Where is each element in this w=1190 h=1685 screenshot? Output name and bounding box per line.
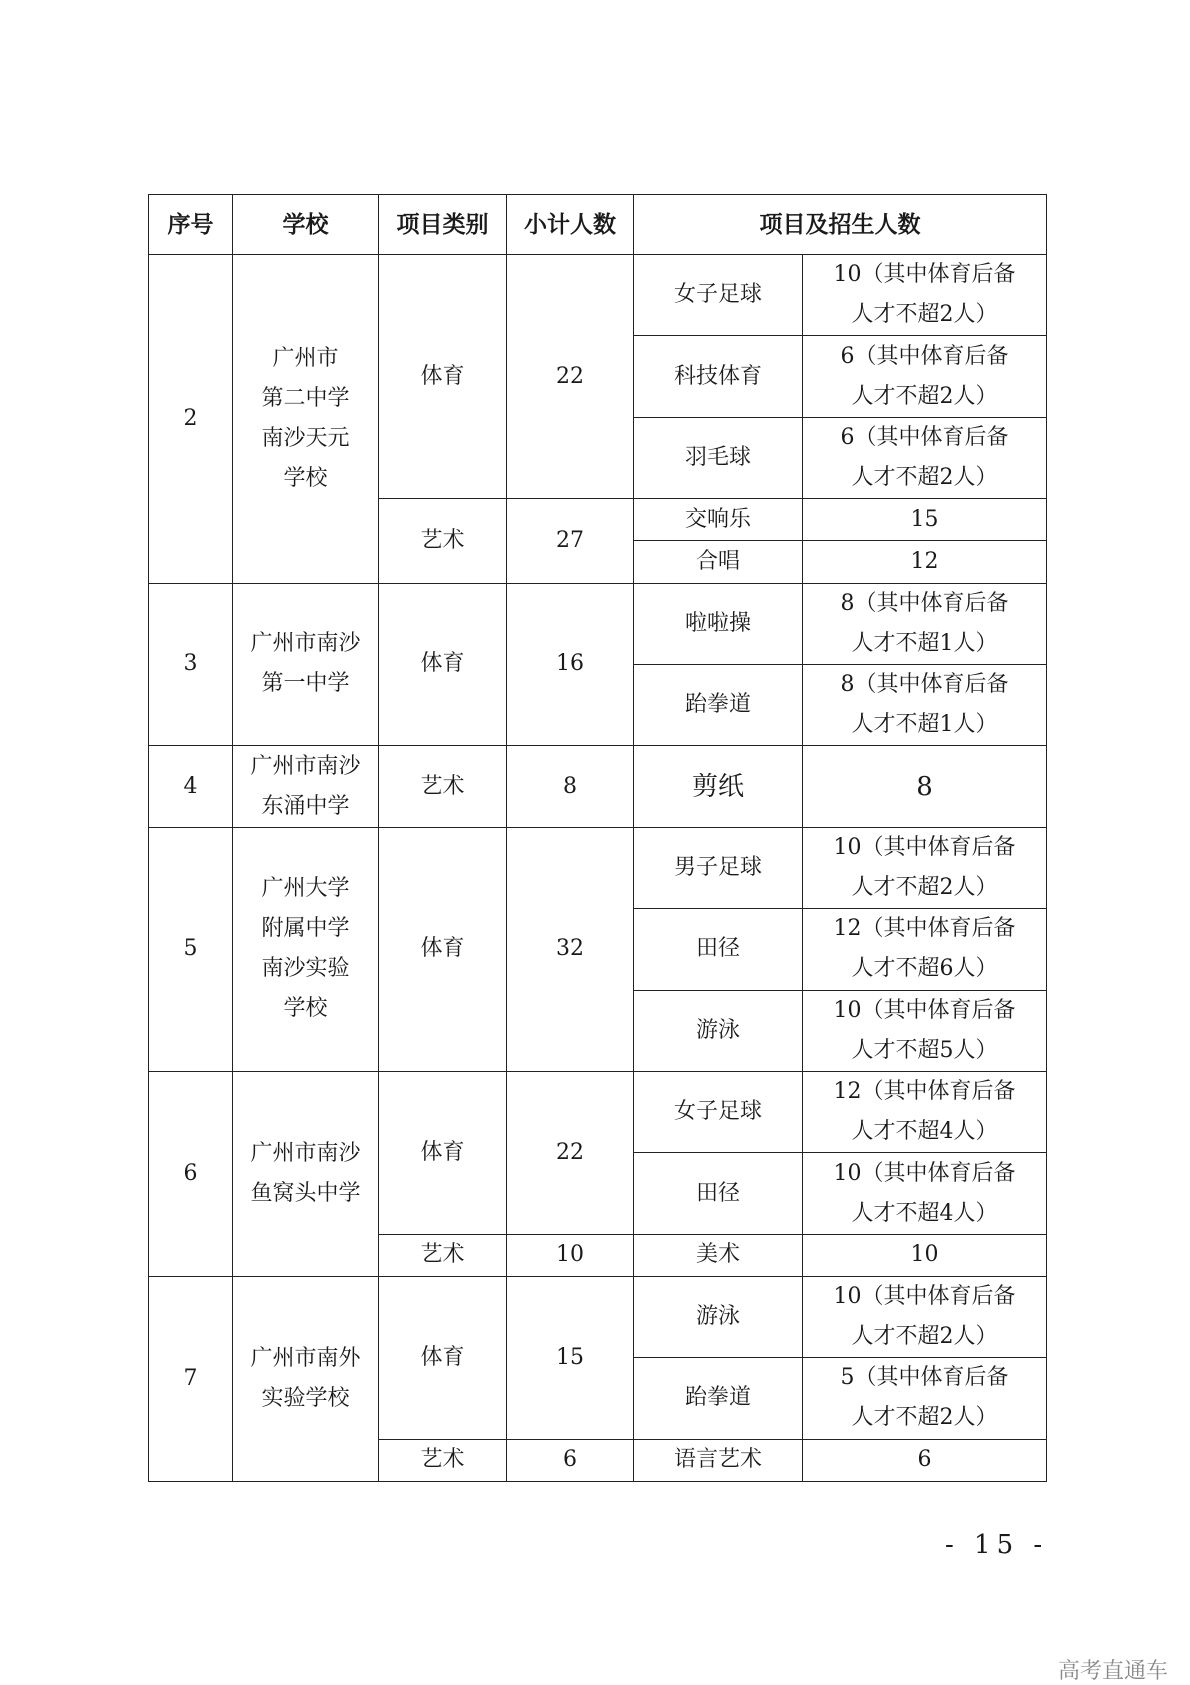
quota-line: 人才不超1人） [851, 712, 998, 738]
cell-school [233, 583, 379, 746]
quota-line: 10（其中体育后备 [833, 834, 1016, 860]
cell-no: 5 [149, 827, 233, 1071]
quota-line: 人才不超6人） [851, 956, 998, 982]
cell-subtotal: 32 [507, 827, 634, 1071]
cell-quota [803, 1439, 1047, 1481]
cell-no: 4 [149, 746, 233, 827]
school-name-line: 广州市南沙 [250, 631, 361, 657]
cell-quota [803, 499, 1047, 541]
cell-category: 体育 [379, 583, 507, 746]
cell-project: 科技体育 [634, 336, 803, 417]
header-category: 项目类别 [379, 195, 507, 255]
header-subtotal: 小计人数 [507, 195, 634, 255]
school-name-line: 学校 [283, 996, 328, 1022]
cell-quota [803, 1358, 1047, 1439]
cell-no: 6 [149, 1071, 233, 1276]
cell-school [233, 255, 379, 584]
cell-category: 艺术 [379, 1234, 507, 1276]
cell-project: 跆拳道 [634, 1358, 803, 1439]
cell-quota [803, 827, 1047, 908]
cell-school [233, 746, 379, 827]
cell-project: 游泳 [634, 990, 803, 1071]
cell-project: 田径 [634, 909, 803, 990]
cell-project: 交响乐 [634, 499, 803, 541]
cell-project: 羽毛球 [634, 417, 803, 498]
page-number: - 15 - [945, 1530, 1049, 1560]
header-school: 学校 [233, 195, 379, 255]
cell-project: 剪纸 [634, 746, 803, 827]
cell-project: 语言艺术 [634, 1439, 803, 1481]
quota-line: 8 [916, 771, 933, 802]
school-name-line: 附属中学 [261, 916, 350, 942]
cell-project: 啦啦操 [634, 583, 803, 664]
cell-category: 体育 [379, 255, 507, 499]
quota-line: 12 [910, 548, 939, 574]
cell-project: 田径 [634, 1153, 803, 1234]
school-name-line: 南沙实验 [261, 956, 350, 982]
cell-category: 艺术 [379, 746, 507, 827]
table-row [149, 1071, 1047, 1152]
quota-line: 人才不超4人） [851, 1200, 998, 1226]
cell-project: 女子足球 [634, 255, 803, 336]
quota-line: 人才不超2人） [851, 383, 998, 409]
quota-line: 5（其中体育后备 [840, 1365, 1009, 1391]
cell-category: 体育 [379, 1276, 507, 1439]
table-row [149, 1276, 1047, 1357]
cell-quota [803, 1234, 1047, 1276]
cell-project: 合唱 [634, 541, 803, 583]
cell-subtotal: 8 [507, 746, 634, 827]
cell-no: 2 [149, 255, 233, 584]
school-name-line: 实验学校 [261, 1385, 350, 1411]
cell-quota [803, 664, 1047, 745]
school-name-line: 第二中学 [261, 385, 350, 411]
cell-school [233, 827, 379, 1071]
school-name-line: 南沙天元 [261, 425, 350, 451]
cell-category: 艺术 [379, 1439, 507, 1481]
header-projects: 项目及招生人数 [634, 195, 1047, 255]
school-name-line: 学校 [283, 465, 328, 491]
table-row [149, 827, 1047, 908]
cell-project: 跆拳道 [634, 664, 803, 745]
quota-line: 10（其中体育后备 [833, 997, 1016, 1023]
cell-quota [803, 336, 1047, 417]
school-name-line: 广州市 [272, 345, 339, 371]
cell-subtotal: 22 [507, 255, 634, 499]
cell-quota [803, 417, 1047, 498]
school-name-line: 广州市南沙 [250, 1140, 361, 1166]
quota-line: 12（其中体育后备 [833, 1079, 1016, 1105]
header-no: 序号 [149, 195, 233, 255]
cell-subtotal: 22 [507, 1071, 634, 1234]
cell-quota [803, 909, 1047, 990]
school-name-line: 鱼窝头中学 [250, 1180, 361, 1206]
quota-line: 10（其中体育后备 [833, 1284, 1016, 1310]
cell-quota [803, 990, 1047, 1071]
enrollment-table [148, 194, 1047, 1482]
quota-line: 人才不超4人） [851, 1119, 998, 1145]
cell-quota [803, 541, 1047, 583]
quota-line: 人才不超2人） [851, 1324, 998, 1350]
cell-quota [803, 1153, 1047, 1234]
cell-no: 3 [149, 583, 233, 746]
cell-category: 艺术 [379, 499, 507, 583]
cell-category: 体育 [379, 1071, 507, 1234]
cell-school [233, 1071, 379, 1276]
school-name-line: 东涌中学 [261, 793, 350, 819]
quota-line: 10（其中体育后备 [833, 1160, 1016, 1186]
cell-project: 美术 [634, 1234, 803, 1276]
quota-line: 15 [910, 506, 939, 532]
cell-project: 男子足球 [634, 827, 803, 908]
quota-line: 6（其中体育后备 [840, 343, 1009, 369]
table-row [149, 583, 1047, 664]
cell-quota [803, 255, 1047, 336]
quota-line: 6 [917, 1447, 932, 1473]
table-row [149, 746, 1047, 827]
cell-subtotal: 6 [507, 1439, 634, 1481]
cell-no: 7 [149, 1276, 233, 1481]
cell-subtotal: 10 [507, 1234, 634, 1276]
table-row [149, 255, 1047, 336]
quota-line: 10 [910, 1242, 939, 1268]
school-name-line: 广州市南外 [250, 1345, 361, 1371]
table-body [149, 255, 1047, 1482]
quota-line: 6（其中体育后备 [840, 424, 1009, 450]
cell-school [233, 1276, 379, 1481]
school-name-line: 第一中学 [261, 671, 350, 697]
school-name-line: 广州大学 [261, 876, 350, 902]
quota-line: 人才不超2人） [851, 464, 998, 490]
watermark: 高考直通车 [1057, 1659, 1168, 1684]
cell-quota [803, 583, 1047, 664]
cell-subtotal: 15 [507, 1276, 634, 1439]
quota-line: 人才不超2人） [851, 302, 998, 328]
cell-quota [803, 1071, 1047, 1152]
school-name-line: 广州市南沙 [250, 753, 361, 779]
cell-subtotal: 27 [507, 499, 634, 583]
cell-category: 体育 [379, 827, 507, 1071]
quota-line: 人才不超1人） [851, 630, 998, 656]
cell-quota [803, 746, 1047, 827]
quota-line: 人才不超2人） [851, 874, 998, 900]
quota-line: 12（其中体育后备 [833, 916, 1016, 942]
cell-project: 女子足球 [634, 1071, 803, 1152]
quota-line: 8（其中体育后备 [840, 590, 1009, 616]
quota-line: 8（其中体育后备 [840, 672, 1009, 698]
quota-line: 10（其中体育后备 [833, 262, 1016, 288]
table-header-row [149, 195, 1047, 255]
quota-line: 人才不超5人） [851, 1037, 998, 1063]
cell-subtotal: 16 [507, 583, 634, 746]
cell-project: 游泳 [634, 1276, 803, 1357]
quota-line: 人才不超2人） [851, 1405, 998, 1431]
cell-quota [803, 1276, 1047, 1357]
